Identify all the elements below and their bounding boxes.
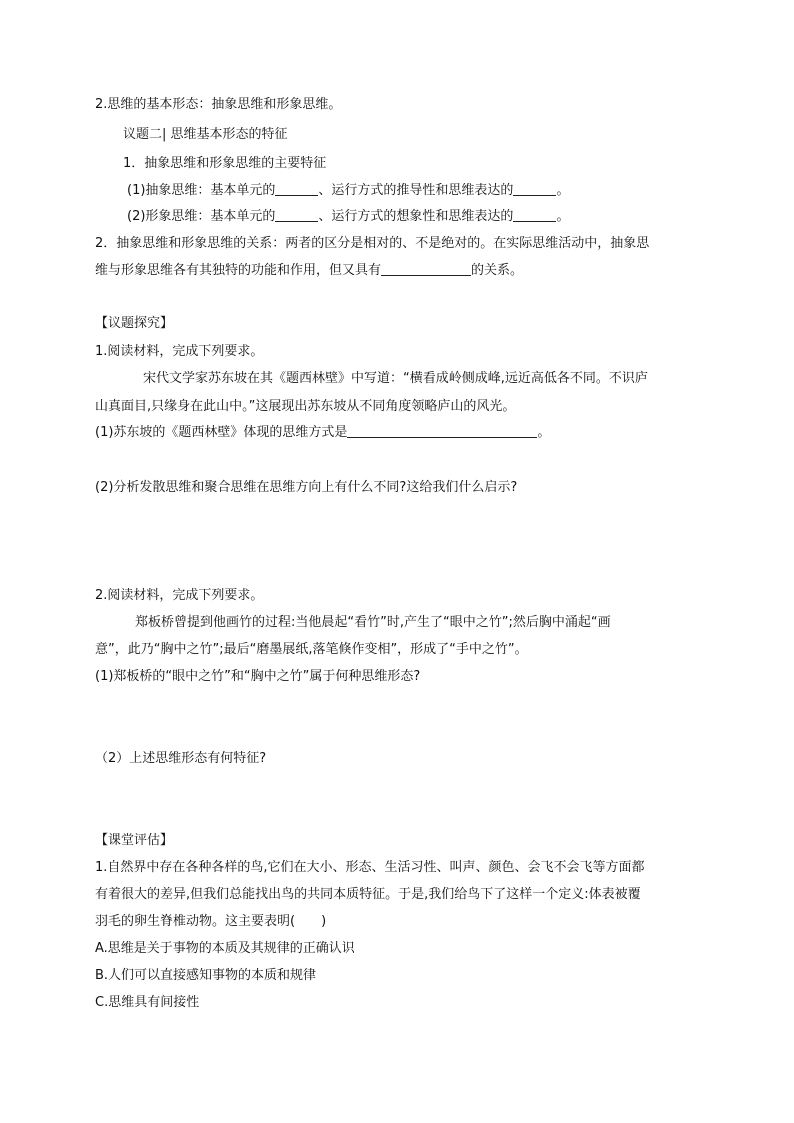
fill-in-line: (1)抽象思维：基本单元的 、运行方式的推导性和思维表达的 。 (127, 183, 570, 198)
text-line: 2.阅读材料，完成下列要求。 (95, 588, 264, 603)
text-line: 1.阅读材料，完成下列要求。 (95, 344, 264, 359)
text-line: 山真面目,只缘身在此山中。”这展现出苏东坡从不同角度领略庐山的风光。 (95, 399, 516, 414)
section-heading: 议题二| 思维基本形态的特征 (123, 127, 288, 142)
answer-blank[interactable] (347, 425, 537, 438)
fill-in-line: (2)形象思维：基本单元的 、运行方式的想象性和思维表达的 。 (127, 209, 570, 224)
fill-in-line: (1)苏东坡的《题西林壁》体现的思维方式是 。 (95, 425, 551, 440)
text-line: 意”，此乃“胸中之竹”;最后“磨墨展纸,落笔倏作变相”，形成了“手中之竹”。 (95, 642, 528, 657)
answer-blank[interactable] (275, 209, 318, 222)
option-a[interactable]: A.思维是关于事物的本质及其规律的正确认识 (95, 941, 355, 956)
question-line: （2）上述思维形态有何特征? (95, 751, 267, 766)
text-line: 2.思维的基本形态：抽象思维和形象思维。 (95, 97, 342, 112)
fill-in-line: 维与形象思维各有其独特的功能和作用，但又具有 的关系。 (95, 263, 524, 278)
answer-blank[interactable] (513, 183, 556, 196)
text-line: 1．抽象思维和形象思维的主要特征 (123, 156, 327, 171)
question-line: (2)分析发散思维和聚合思维在思维方向上有什么不同?这给我们什么启示? (95, 480, 518, 495)
text-line: 2．抽象思维和形象思维的关系：两者的区分是相对的、不是绝对的。在实际思维活动中，抽象思 (95, 236, 650, 251)
text-line: 羽毛的卵生脊椎动物。这主要表明( ) (95, 914, 327, 929)
text-line: 宋代文学家苏东坡在其《题西林壁》中写道：“横看成岭侧成峰,远近高低各不同。不识庐 (143, 371, 648, 386)
text-line: 有着很大的差异,但我们总能找出鸟的共同本质特征。于是,我们给鸟下了这样一个定义:体表被覆 (95, 887, 641, 902)
answer-blank[interactable] (381, 263, 471, 276)
text-line: 郑板桥曾提到他画竹的过程:当他晨起“看竹”时,产生了“眼中之竹”;然后胸中涌起“画 (135, 615, 611, 630)
text-line: 1.自然界中存在各种各样的鸟,它们在大小、形态、生活习性、叫声、颜色、会飞不会飞等方面都 (95, 860, 645, 875)
answer-blank[interactable] (513, 209, 556, 222)
section-heading: 【课堂评估】 (95, 833, 174, 848)
answer-blank[interactable] (275, 183, 318, 196)
question-line: (1)郑板桥的“眼中之竹”和“胸中之竹”属于何种思维形态? (95, 669, 421, 684)
option-c[interactable]: C.思维具有间接性 (95, 995, 200, 1010)
option-b[interactable]: B.人们可以直接感知事物的本质和规律 (95, 968, 317, 983)
section-heading: 【议题探究】 (95, 316, 174, 331)
